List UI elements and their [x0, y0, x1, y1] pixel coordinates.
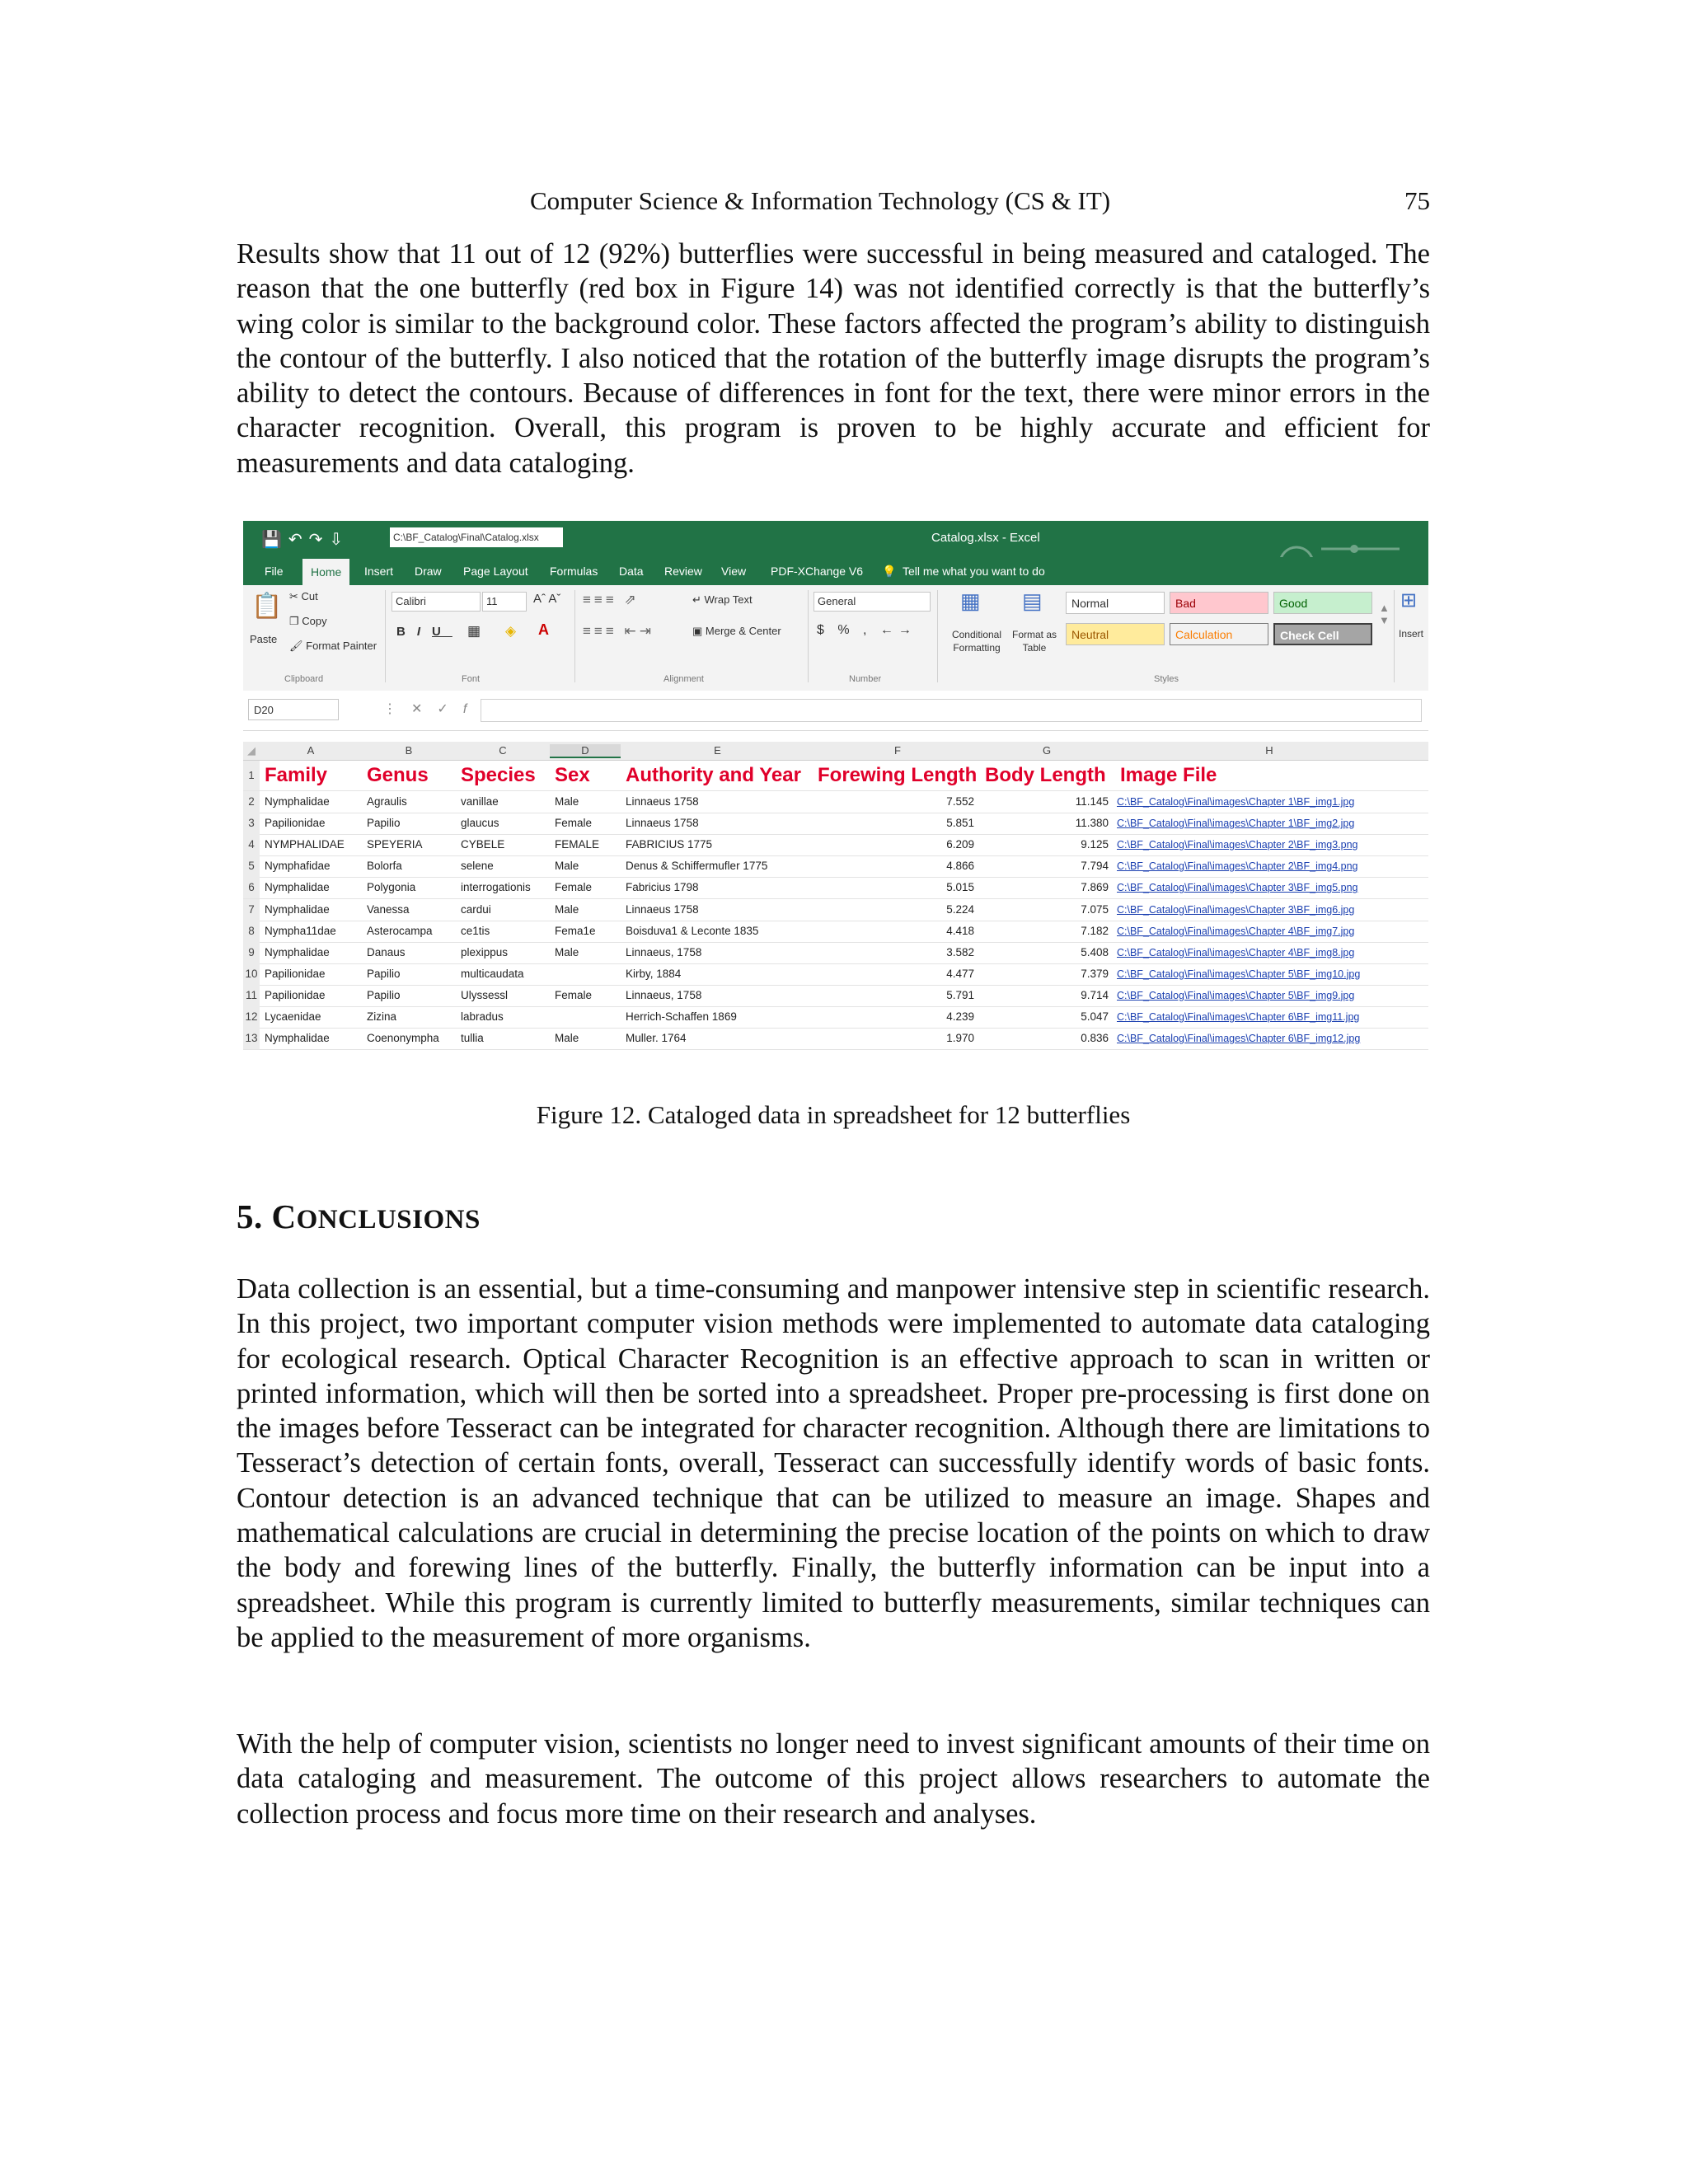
table-cell[interactable]: Female [555, 817, 593, 830]
table-row [243, 921, 1428, 943]
table-cell[interactable]: 5.047 [1081, 1010, 1109, 1023]
table-cell[interactable]: Male [555, 1032, 579, 1045]
section-heading: 5. CONCLUSIONS [237, 1197, 481, 1235]
table-cell[interactable]: labradus [461, 1010, 504, 1023]
table-cell[interactable]: SPEYERIA [367, 838, 423, 851]
styles-group-label: Styles [1154, 674, 1179, 684]
table-cell[interactable]: cardui [461, 902, 491, 916]
page-number: 75 [1404, 186, 1430, 215]
image-file-link[interactable]: C:\BF_Catalog\Final\images\Chapter 6\BF_img11.jpg [1117, 1011, 1360, 1023]
journal-title: Computer Science & Information Technology (CS & IT) [530, 186, 1111, 215]
tab-formulas[interactable]: Formulas [550, 565, 598, 578]
header-cell[interactable]: Family [265, 764, 328, 786]
table-cell[interactable]: plexippus [461, 945, 509, 958]
table-cell[interactable]: NYMPHALIDAE [265, 838, 345, 851]
table-cell[interactable]: Nympha11dae [265, 924, 336, 937]
format-painter-button[interactable]: 🖌 Format Painter [289, 640, 377, 652]
table-cell[interactable]: 4.477 [946, 967, 974, 980]
table-cell[interactable]: tullia [461, 1032, 484, 1045]
formula-input[interactable] [481, 699, 1422, 722]
table-cell[interactable]: 5.851 [946, 817, 974, 830]
table-cell[interactable]: 5.224 [946, 902, 974, 916]
row-number[interactable]: 7 [243, 899, 260, 921]
paste-button[interactable]: Paste [250, 633, 278, 645]
image-file-link[interactable]: C:\BF_Catalog\Final\images\Chapter 4\BF_img7.jpg [1117, 925, 1355, 937]
tab-page-layout[interactable]: Page Layout [463, 565, 528, 578]
header-row [243, 761, 1428, 791]
ribbon-separator [574, 590, 575, 682]
style-calculation[interactable]: Calculation [1170, 623, 1268, 645]
column-headers [243, 742, 1428, 761]
header-cell[interactable]: Body Length [985, 764, 1106, 786]
bold-italic-underline-buttons[interactable]: BIU [396, 625, 452, 639]
table-cell[interactable]: Male [555, 860, 579, 873]
table-cell[interactable]: Linnaeus 1758 [626, 902, 699, 916]
table-cell[interactable]: Linnaeus, 1758 [626, 988, 702, 1001]
header-cell[interactable]: Image File [1120, 764, 1217, 786]
table-cell[interactable]: CYBELE [461, 838, 505, 851]
table-row [243, 942, 1428, 964]
number-format-select[interactable]: General [814, 592, 931, 612]
tell-me-search[interactable]: Tell me what you want to do [903, 565, 1045, 578]
page-header [237, 186, 1430, 223]
table-cell[interactable]: Vanessa [367, 902, 410, 916]
header-cell[interactable]: Species [461, 764, 536, 786]
row-number[interactable]: 8 [243, 921, 260, 942]
column-letter[interactable]: F [894, 744, 901, 757]
column-letter[interactable]: E [714, 744, 721, 757]
table-cell[interactable]: 7.182 [1081, 924, 1109, 937]
header-cell[interactable]: Sex [555, 764, 590, 786]
tab-review[interactable]: Review [664, 565, 702, 578]
table-cell[interactable]: interrogationis [461, 881, 531, 894]
row-number[interactable]: 13 [243, 1028, 260, 1049]
table-cell[interactable]: Nymphalidae [265, 881, 330, 894]
style-bad[interactable]: Bad [1170, 592, 1268, 614]
table-cell[interactable]: Linnaeus, 1758 [626, 945, 702, 958]
table-cell[interactable]: Ulyssessl [461, 988, 509, 1001]
table-cell[interactable]: Denus & Schiffermufler 1775 [626, 860, 768, 873]
table-cell[interactable]: Linnaeus 1758 [626, 817, 699, 830]
tab-draw[interactable]: Draw [415, 565, 442, 578]
table-row [243, 1028, 1428, 1050]
table-cell[interactable]: 4.866 [946, 860, 974, 873]
column-letter[interactable]: A [307, 744, 315, 757]
tab-insert[interactable]: Insert [364, 565, 394, 578]
cut-button[interactable]: ✂ Cut [289, 590, 318, 602]
table-cell[interactable]: 4.418 [946, 924, 974, 937]
table-cell[interactable]: 5.791 [946, 988, 974, 1001]
column-letter[interactable]: B [405, 744, 413, 757]
font-color-icon[interactable]: A [538, 621, 549, 638]
insert-cells-icon[interactable]: ⊞ [1400, 589, 1418, 612]
table-cell[interactable]: 1.970 [946, 1032, 974, 1045]
font-group-label: Font [462, 674, 481, 684]
style-good[interactable]: Good [1273, 592, 1372, 614]
table-cell[interactable]: Papilionidae [265, 817, 326, 830]
wrap-text-button[interactable]: ↵ Wrap Text [692, 593, 753, 606]
table-cell[interactable]: FEMALE [555, 838, 600, 851]
row-number[interactable]: 3 [243, 813, 260, 834]
style-neutral[interactable]: Neutral [1066, 623, 1165, 645]
style-normal[interactable]: Normal [1066, 592, 1165, 614]
table-cell[interactable]: Male [555, 945, 579, 958]
table-cell[interactable]: Papilio [367, 817, 401, 830]
borders-icon[interactable]: ▦ [467, 623, 481, 639]
table-cell[interactable]: Nymphafidae [265, 860, 331, 873]
table-row [243, 834, 1428, 856]
font-name-select[interactable]: Calibri [392, 592, 481, 612]
formula-bar [243, 691, 1428, 731]
table-cell[interactable]: Asterocampa [367, 924, 433, 937]
row-number[interactable]: 1 [243, 761, 260, 790]
table-row [243, 985, 1428, 1007]
image-file-link[interactable]: C:\BF_Catalog\Final\images\Chapter 5\BF_img9.jpg [1117, 989, 1355, 1001]
table-cell[interactable]: 4.239 [946, 1010, 974, 1023]
table-cell[interactable]: Agraulis [367, 795, 407, 808]
paste-icon[interactable]: 📋 [251, 593, 283, 620]
table-cell[interactable]: Nymphalidae [265, 795, 330, 808]
format-table-icon[interactable]: ▤ [1022, 588, 1043, 613]
ribbon-tabs [243, 557, 1428, 585]
table-cell[interactable]: Fema1e [555, 924, 596, 937]
row-number[interactable]: 4 [243, 834, 260, 855]
ribbon-separator [385, 590, 386, 682]
row-number[interactable]: 6 [243, 877, 260, 898]
table-cell[interactable]: Muller. 1764 [626, 1032, 687, 1045]
column-letter[interactable]: H [1265, 744, 1273, 757]
header-cell[interactable]: Genus [367, 764, 429, 786]
tab-file[interactable]: File [265, 565, 284, 578]
table-cell[interactable]: selene [461, 860, 494, 873]
table-cell[interactable]: 9.125 [1081, 838, 1109, 851]
style-check-cell[interactable]: Check Cell [1273, 623, 1372, 645]
table-cell[interactable]: 6.209 [946, 838, 974, 851]
row-number[interactable]: 2 [243, 791, 260, 813]
header-cell[interactable]: Authority and Year [626, 764, 801, 786]
table-cell[interactable]: Papilio [367, 988, 401, 1001]
table-cell[interactable]: Herrich-Schaffen 1869 [626, 1010, 737, 1023]
excel-screenshot [243, 521, 1428, 1058]
tab-data[interactable]: Data [619, 565, 644, 578]
image-file-link[interactable]: C:\BF_Catalog\Final\images\Chapter 6\BF_img12.jpg [1117, 1033, 1361, 1045]
table-cell[interactable]: Nymphalidae [265, 945, 330, 958]
number-group-label: Number [849, 674, 882, 684]
row-number[interactable]: 10 [243, 963, 260, 985]
table-cell[interactable]: Boisduva1 & Leconte 1835 [626, 924, 759, 937]
ribbon-separator [1394, 590, 1395, 682]
name-box[interactable]: D20 [248, 699, 339, 720]
styles-scroll-arrows[interactable]: ▲ ▼ [1379, 602, 1390, 626]
ribbon-separator [808, 590, 809, 682]
table-cell[interactable]: 7.869 [1081, 881, 1109, 894]
lightbulb-icon: 💡 [882, 565, 897, 578]
table-cell[interactable]: multicaudata [461, 967, 524, 980]
fill-color-icon[interactable]: ◈ [505, 623, 517, 639]
table-row [243, 963, 1428, 986]
row-number[interactable]: 9 [243, 942, 260, 963]
row-number[interactable]: 12 [243, 1006, 260, 1028]
window-title: Catalog.xlsx - Excel [931, 531, 1040, 545]
image-file-link[interactable]: C:\BF_Catalog\Final\images\Chapter 5\BF_img10.jpg [1117, 968, 1361, 980]
conclusion-paragraph: Data collection is an essential, but a time-consuming and manpower intensive step in scientific research. In this project, two important computer vision methods were implemented to automate data cataloging for ecological research. Optical Character Recognition is an effective approach to scan in written or printed information, which will then be sorted into a spreadsheet. Proper pre-processing is first done on the images before Tesseract can be integrated for character recognition. Although there are limitations to Tesseract’s detection of certain fonts, overall, Tesseract can successfully identify words of basic fonts. Contour detection is an advanced technique that can be utilized to measure an image. Shapes and mathematical calculations are crucial in determining the precise location of the points on which to draw the body and forewing lines of the butterfly. Finally, the butterfly information can be input into a spreadsheet. While this program is currently limited to butterfly measurements, similar techniques can be applied to the measurement of more organisms. [237, 1273, 1430, 1653]
align-top-icons[interactable]: ≡≡≡ ⇗ [583, 592, 640, 607]
tab-pdf-xchange[interactable]: PDF-XChange V6 [771, 565, 864, 578]
align-left-icons[interactable]: ≡≡≡ ⇤⇥ [583, 623, 654, 639]
table-cell[interactable]: Zizina [367, 1010, 397, 1023]
conditional-formatting-button[interactable]: Conditional Formatting [951, 629, 1002, 654]
table-cell[interactable]: Coenonympha [367, 1032, 439, 1045]
table-cell[interactable]: 5.408 [1081, 945, 1109, 958]
intro-paragraph: Results show that 11 out of 12 (92%) butterflies were successful in being measured and cataloged. The reason that the one butterfly (red box in Figure 14) was not identified correctly is that the butterfly’s wing color is similar to the background color. These factors affected the program’s ability to distinguish the contour of the butterfly. I also noticed that the rotation of the butterfly image disrupts the program’s ability to detect the contours. Because of differences in font for the text, there were minor errors in the character recognition. Overall, this program is proven to be highly accurate and efficient for measurements and data cataloging. [237, 238, 1430, 479]
image-file-link[interactable]: C:\BF_Catalog\Final\images\Chapter 1\BF_img1.jpg [1117, 796, 1355, 808]
table-cell[interactable]: ce1tis [461, 924, 490, 937]
column-letter[interactable]: D [550, 744, 621, 758]
table-cell[interactable]: 11.380 [1075, 817, 1109, 830]
table-row [243, 899, 1428, 921]
image-file-link[interactable]: C:\BF_Catalog\Final\images\Chapter 2\BF_img4.png [1117, 860, 1358, 873]
table-cell[interactable]: 3.582 [946, 945, 974, 958]
table-row [243, 855, 1428, 878]
table-cell[interactable]: glaucus [461, 817, 499, 830]
table-cell[interactable]: 7.794 [1081, 860, 1109, 873]
image-file-link[interactable]: C:\BF_Catalog\Final\images\Chapter 4\BF_img8.jpg [1117, 946, 1355, 958]
table-cell[interactable]: 9.714 [1081, 988, 1109, 1001]
table-row [243, 877, 1428, 899]
row-number[interactable]: 11 [243, 985, 260, 1006]
table-cell[interactable]: FABRICIUS 1775 [626, 838, 713, 851]
font-size-select[interactable]: 11 [482, 592, 527, 612]
table-cell[interactable]: Female [555, 881, 593, 894]
ribbon-separator [937, 590, 938, 682]
table-cell[interactable]: Nymphalidae [265, 1032, 330, 1045]
excel-titlebar [243, 521, 1428, 557]
currency-percent-icons[interactable]: $ % , ←→ [817, 623, 917, 637]
font-grow-shrink-icon[interactable]: Aˆ Aˇ [533, 592, 561, 606]
ribbon-home [243, 585, 1428, 691]
table-cell[interactable]: 7.552 [946, 795, 974, 808]
formula-icons[interactable]: ⋮✕✓f [383, 702, 482, 716]
merge-center-button[interactable]: ▣ Merge & Center [692, 625, 781, 637]
table-cell[interactable]: Polygonia [367, 881, 416, 894]
tab-view[interactable]: View [721, 565, 747, 578]
conditional-formatting-icon[interactable]: ▦ [960, 588, 981, 613]
copy-button[interactable]: ❐ Copy [289, 615, 327, 627]
image-file-link[interactable]: C:\BF_Catalog\Final\images\Chapter 1\BF_img2.jpg [1117, 818, 1355, 830]
clipboard-group-label: Clipboard [284, 674, 324, 684]
insert-cells-button[interactable]: Insert [1399, 628, 1424, 640]
table-cell[interactable]: Female [555, 988, 593, 1001]
header-cell[interactable]: Forewing Length [818, 764, 978, 786]
quick-access-toolbar[interactable]: 💾↶↷⇩ [261, 531, 350, 549]
table-cell[interactable]: Papilionidae [265, 967, 326, 980]
table-cell[interactable]: Male [555, 795, 579, 808]
image-file-link[interactable]: C:\BF_Catalog\Final\images\Chapter 3\BF_img5.png [1117, 882, 1358, 894]
table-cell[interactable]: Fabricius 1798 [626, 881, 699, 894]
column-letter[interactable]: C [499, 744, 507, 757]
table-cell[interactable]: Papilio [367, 967, 401, 980]
select-all-corner[interactable]: ◢ [247, 744, 256, 757]
image-file-link[interactable]: C:\BF_Catalog\Final\images\Chapter 3\BF_img6.jpg [1117, 903, 1355, 916]
file-path-box[interactable]: C:\BF_Catalog\Final\Catalog.xlsx [390, 527, 563, 547]
column-letter[interactable]: G [1042, 744, 1052, 757]
table-cell[interactable]: 11.145 [1075, 795, 1109, 808]
table-cell[interactable]: 0.836 [1081, 1032, 1109, 1045]
table-cell[interactable]: Danaus [367, 945, 406, 958]
table-cell[interactable]: Papilionidae [265, 988, 326, 1001]
table-cell[interactable]: 7.379 [1081, 967, 1109, 980]
table-cell[interactable]: 7.075 [1081, 902, 1109, 916]
format-as-table-button[interactable]: Format as Table [1011, 629, 1057, 654]
table-cell[interactable]: Nymphalidae [265, 902, 330, 916]
table-cell[interactable]: Bolorfa [367, 860, 402, 873]
table-cell[interactable]: 5.015 [946, 881, 974, 894]
table-cell[interactable]: Lycaenidae [265, 1010, 321, 1023]
image-file-link[interactable]: C:\BF_Catalog\Final\images\Chapter 2\BF_img3.png [1117, 839, 1358, 851]
table-cell[interactable]: Kirby, 1884 [626, 967, 682, 980]
tab-home[interactable]: Home [302, 559, 349, 585]
conclusion-paragraph: With the help of computer vision, scientists no longer need to invest significant amounts of their time on data cataloging and measurement. The outcome of this project allows researchers to automate the collection process and focus more time on their research and analyses. [237, 1728, 1430, 1830]
alignment-group-label: Alignment [663, 674, 704, 684]
table-row [243, 1006, 1428, 1029]
table-cell[interactable]: Male [555, 902, 579, 916]
table-cell[interactable]: vanillae [461, 795, 499, 808]
row-number[interactable]: 5 [243, 855, 260, 877]
table-row [243, 813, 1428, 835]
table-cell[interactable]: Linnaeus 1758 [626, 795, 699, 808]
table-row [243, 791, 1428, 813]
figure-caption: Figure 12. Cataloged data in spreadsheet for 12 butterflies [536, 1100, 1131, 1129]
